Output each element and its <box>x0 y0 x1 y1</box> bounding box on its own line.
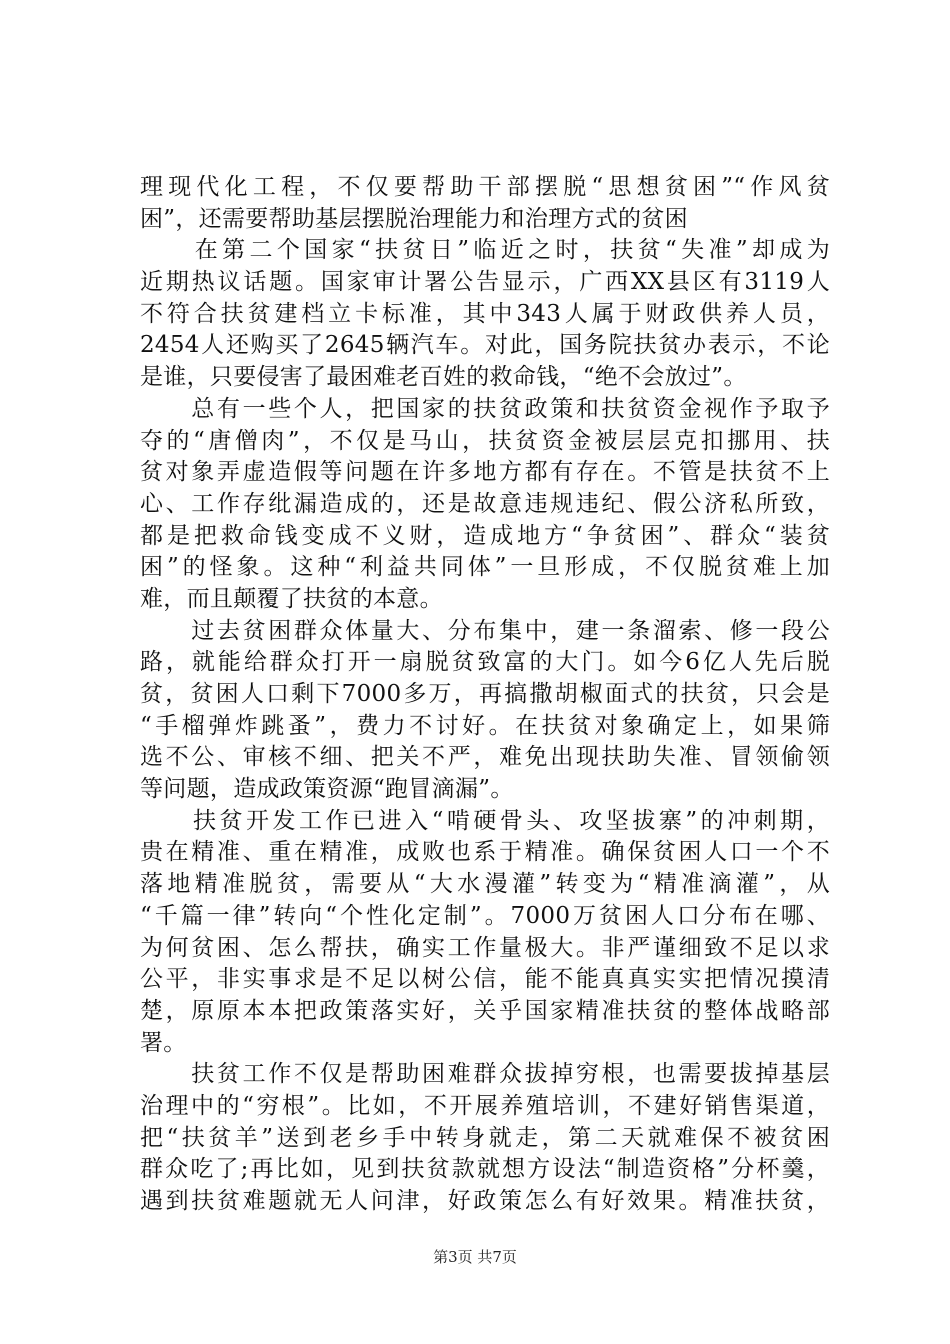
body-line: 公平，非实事求是不足以树公信，能不能真真实实把情况摸清 <box>140 966 830 993</box>
body-line: 署。 <box>140 1029 187 1056</box>
body-line: 扶贫开发工作已进入“啃硬骨头、攻坚拔寨”的冲刺期， <box>140 807 830 834</box>
body-line: 困”，还需要帮助基层摆脱治理能力和治理方式的贫困 <box>140 205 688 232</box>
body-line: 贫对象弄虚造假等问题在许多地方都有存在。不管是扶贫不上 <box>140 459 830 486</box>
body-line: 把“扶贫羊”送到老乡手中转身就走，第二天就难保不被贫困 <box>140 1124 830 1151</box>
body-line: “手榴弹炸跳蚤”，费力不讨好。在扶贫对象确定上，如果筛 <box>140 712 830 739</box>
body-line: 夺的“唐僧肉”，不仅是马山，扶贫资金被层层克扣挪用、扶 <box>140 427 830 454</box>
body-line: 为何贫困、怎么帮扶，确实工作量极大。非严谨细致不足以求 <box>140 934 830 961</box>
body-line: 选不公、审核不细、把关不严，难免出现扶助失准、冒领偷领 <box>140 744 830 771</box>
body-line: 路，就能给群众打开一扇脱贫致富的大门。如今6亿人先后脱 <box>140 649 830 676</box>
body-line: 心、工作存纰漏造成的，还是故意违规违纪、假公济私所致， <box>140 490 830 517</box>
page-footer <box>0 1246 950 1267</box>
body-line: 楚，原原本本把政策落实好，关乎国家精准扶贫的整体战略部 <box>140 997 830 1024</box>
body-line: 总有一些个人，把国家的扶贫政策和扶贫资金视作予取予 <box>140 395 830 422</box>
body-line: 落地精准脱贫，需要从“大水漫灌”转变为“精准滴灌”，从 <box>140 871 830 898</box>
body-line: 2454人还购买了2645辆汽车。对此，国务院扶贫办表示，不论 <box>140 332 830 359</box>
body-line: 遇到扶贫难题就无人问津，好政策怎么有好效果。精准扶贫， <box>140 1188 830 1214</box>
body-line: 贫，贫困人口剩下7000多万，再搞撒胡椒面式的扶贫，只会是 <box>140 681 830 707</box>
body-line: 群众吃了;再比如，见到扶贫款就想方设法“制造资格”分杯羹， <box>140 1156 830 1183</box>
body-line: 扶贫工作不仅是帮助困难群众拔掉穷根，也需要拔掉基层 <box>140 1061 830 1088</box>
body-line: 困”的怪象。这种“利益共同体”一旦形成，不仅脱贫难上加 <box>140 554 830 581</box>
document-body <box>140 172 830 1218</box>
body-line: 理现代化工程，不仅要帮助干部摆脱“思想贫困”“作风贫 <box>140 174 830 200</box>
body-line: 贵在精准、重在精准，成败也系于精准。确保贫困人口一个不 <box>140 839 830 866</box>
body-line: 难，而且颠覆了扶贫的本意。 <box>140 585 443 612</box>
body-line: 都是把救命钱变成不义财，造成地方“争贫困”、群众“装贫 <box>140 522 830 549</box>
page-indicator: 第3页 共7页 <box>433 1248 517 1266</box>
body-line: 过去贫困群众体量大、分布集中，建一条溜索、修一段公 <box>140 617 830 644</box>
body-line: “千篇一律”转向“个性化定制”。7000万贫困人口分布在哪、 <box>140 902 830 929</box>
body-line: 近期热议话题。国家审计署公告显示，广西XX县区有3119人 <box>140 269 830 296</box>
body-line: 治理中的“穷根”。比如，不开展养殖培训，不建好销售渠道， <box>140 1092 830 1119</box>
body-line: 在第二个国家“扶贫日”临近之时，扶贫“失准”却成为 <box>140 237 830 264</box>
body-line: 是谁，只要侵害了最困难老百姓的救命钱，“绝不会放过”。 <box>140 364 747 391</box>
body-line: 不符合扶贫建档立卡标准，其中343人属于财政供养人员， <box>140 300 830 327</box>
body-line: 等问题，造成政策资源“跑冒滴漏”。 <box>140 776 514 803</box>
